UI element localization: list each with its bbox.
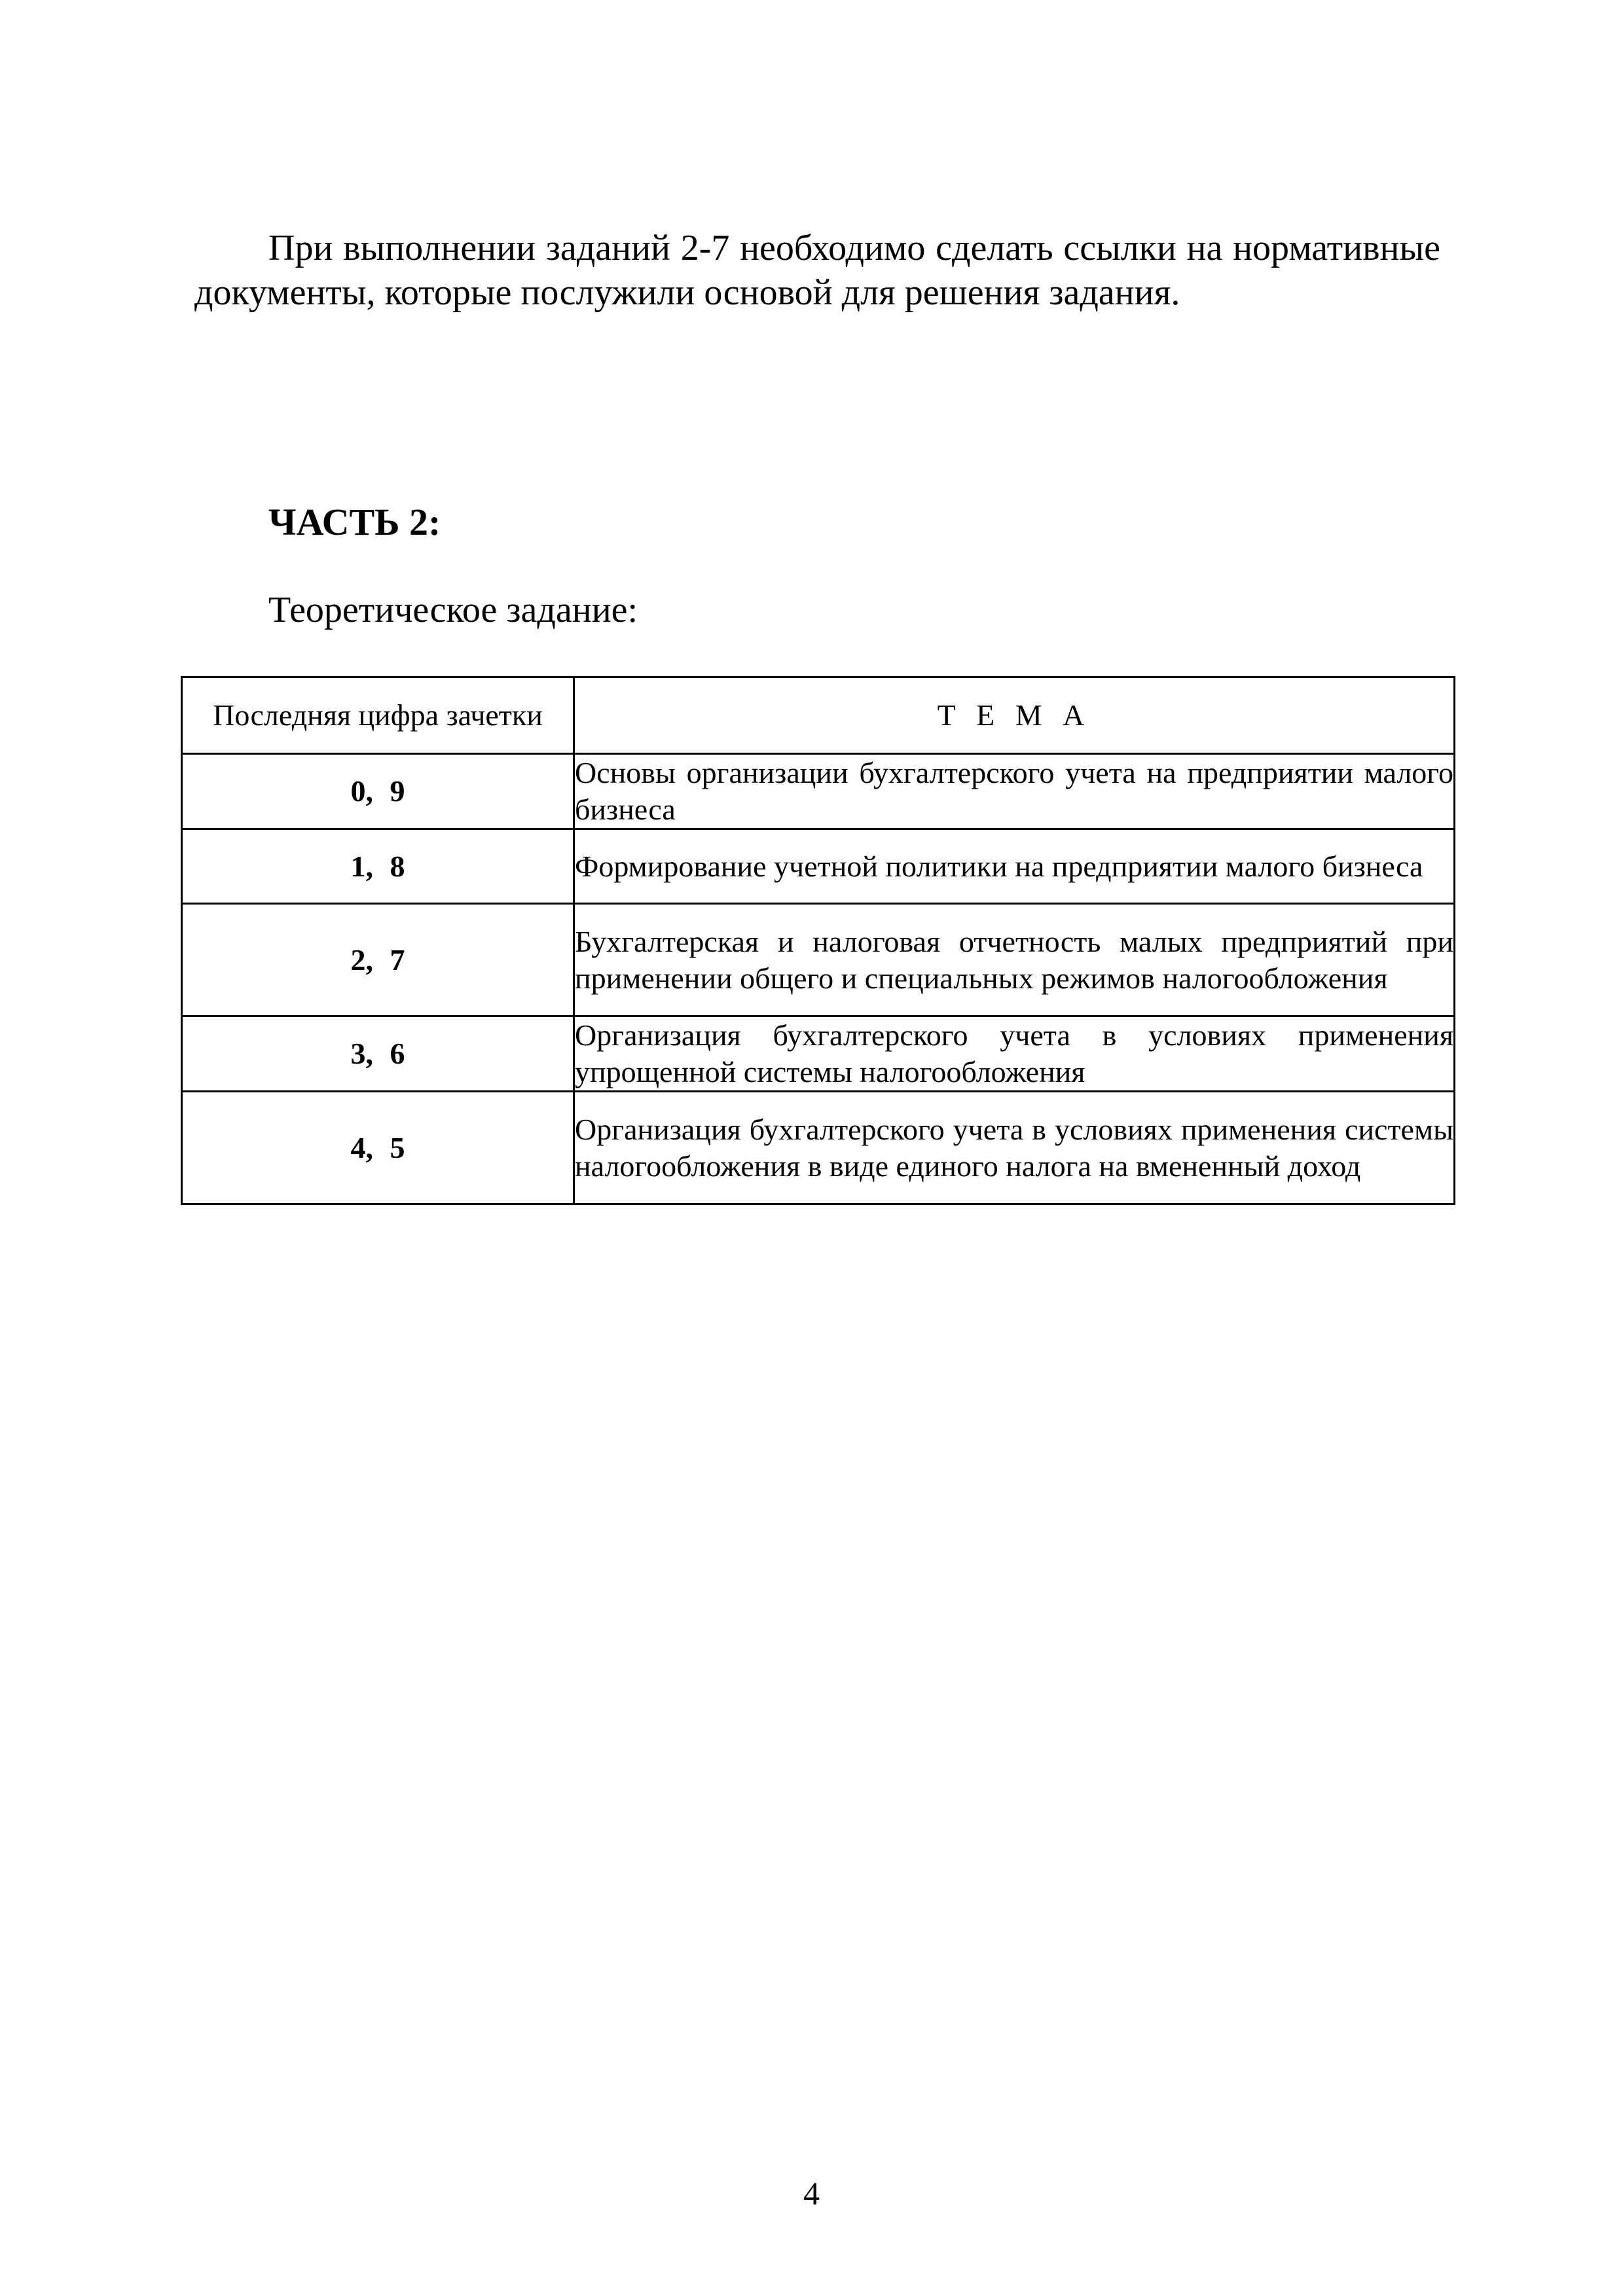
row-topic: Бухгалтерская и налоговая отчетность малых предприятий при применении общего и специальных режимов налогообложения [574,904,1455,1016]
row-topic: Организация бухгалтерского учета в условиях применения системы налогообложения в виде единого налога на вмененный доход [574,1092,1455,1204]
row-digits: 1, 8 [182,829,574,904]
row-digits: 2, 7 [182,904,574,1016]
row-topic: Основы организации бухгалтерского учета на предприятии малого бизнеса [574,754,1455,829]
row-topic: Формирование учетной политики на предприятии малого бизнеса [574,829,1455,904]
table-row [182,904,1455,1016]
part-heading: ЧАСТЬ 2: [268,501,441,543]
row-topic: Организация бухгалтерского учета в условиях применения упрощенной системы налогообложения [574,1016,1455,1092]
row-digits: 3, 6 [182,1016,574,1092]
header-last-digit: Последняя цифра зачетки [182,677,574,754]
page-number: 4 [803,2175,820,2212]
table-row [182,1016,1455,1092]
topics-table [181,676,1455,1205]
theory-task-label: Теоретическое задание: [268,590,638,630]
header-topic: Т Е М А [574,677,1455,754]
intro-paragraph: При выполнении заданий 2-7 необходимо сделать ссылки на нормативные документы, которые послужили основой для решения задания. [194,228,1440,313]
row-digits: 4, 5 [182,1092,574,1204]
table-row [182,829,1455,904]
table-row [182,754,1455,829]
table-header-row [182,677,1455,754]
row-digits: 0, 9 [182,754,574,829]
table-row [182,1092,1455,1204]
